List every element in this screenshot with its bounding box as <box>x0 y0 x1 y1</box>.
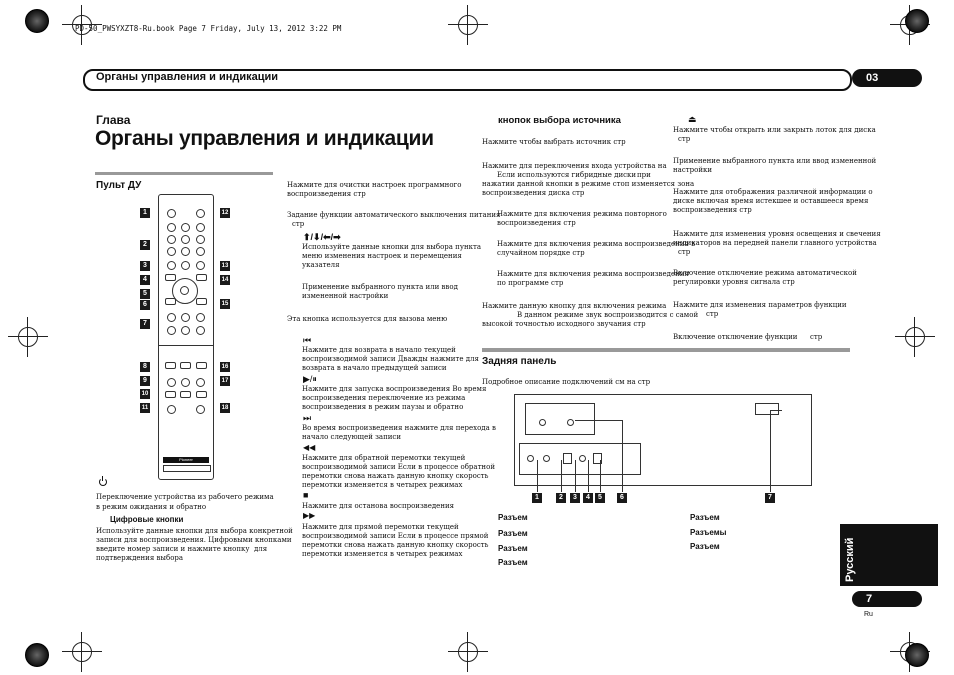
menu-desc: Эта кнопка используется для вызова меню <box>287 315 448 323</box>
rear-callout-1: 1 <box>532 493 542 503</box>
chapter-number-badge: 03 <box>852 69 922 87</box>
fast-forward-label: ▶▶ <box>303 511 316 520</box>
rear-panel-heading-bar <box>482 348 850 352</box>
registration-mark <box>8 317 48 357</box>
registration-mark <box>448 632 488 672</box>
callout-1: 1 <box>140 208 150 218</box>
remote-power-button <box>167 209 176 218</box>
rear-panel-desc: Подробное описание подключений см на стр <box>482 378 651 386</box>
digits-desc-4: для <box>254 545 268 553</box>
callout-17: 17 <box>221 378 229 384</box>
registration-dot <box>25 9 49 33</box>
section-bar-title: Органы управления и индикации <box>96 71 279 83</box>
rear-legend-6: Разъемы <box>690 528 727 537</box>
registration-dot <box>905 9 929 33</box>
rewind-label: ◀◀ <box>303 443 316 452</box>
rear-callout-7: 7 <box>765 493 775 503</box>
language-side-tab: Русский <box>840 524 938 586</box>
callout-8: 8 <box>140 362 150 372</box>
callout-16: 16 <box>221 364 229 370</box>
callout-14: 14 <box>221 277 229 283</box>
callout-10: 10 <box>141 391 149 397</box>
source-buttons-heading: кнопок выбора источника <box>498 115 621 126</box>
registration-mark <box>62 632 102 672</box>
callout-15: 15 <box>221 301 229 307</box>
rear-legend-3: Разъем <box>498 544 528 553</box>
registration-mark <box>895 317 935 357</box>
registration-mark <box>448 5 488 45</box>
remote-control-illustration: Pioneer <box>158 194 214 480</box>
remote-heading-bar <box>95 172 273 175</box>
stop-label: ■ <box>303 490 309 500</box>
rear-callout-2: 2 <box>556 493 566 503</box>
callout-9: 9 <box>140 376 150 386</box>
rear-callout-5: 5 <box>595 493 605 503</box>
rear-legend-2: Разъем <box>498 529 528 538</box>
callout-11: 11 <box>141 405 149 411</box>
rear-callout-3: 3 <box>570 493 580 503</box>
callout-3: 3 <box>140 261 150 271</box>
power-icon <box>99 478 107 486</box>
timer-desc: Задание функции автоматического выключения питания <box>287 211 501 219</box>
arrow-buttons-label: ⬆/⬇/⬅/➡ <box>303 232 341 242</box>
rear-legend-7: Разъем <box>690 542 720 551</box>
callout-2: 2 <box>140 240 150 250</box>
registration-dot <box>905 643 929 667</box>
callout-6: 6 <box>140 300 150 310</box>
power-description: Переключение устройства из рабочего режима в режим ожидания и обратно <box>96 493 274 511</box>
rear-callout-4: 4 <box>583 493 593 503</box>
digits-desc-2: записи для воспроизведения. Цифровыми кнопками <box>96 536 292 544</box>
digits-desc-3: введите номер записи и нажмите кнопку <box>96 545 250 553</box>
registration-dot <box>25 643 49 667</box>
rear-legend-4: Разъем <box>498 558 528 567</box>
page-number-badge: 7 <box>852 591 922 607</box>
callout-7: 7 <box>140 319 150 329</box>
remote-heading: Пульт ДУ <box>96 180 142 191</box>
callout-12: 12 <box>221 210 229 216</box>
clear-desc: Нажмите для очистки настроек программного <box>287 181 462 189</box>
digits-desc-1: Используйте данные кнопки для выбора конкретной <box>96 527 293 535</box>
chapter-label: Глава <box>96 113 131 127</box>
digits-desc-5: подтверждения выбора <box>96 554 184 562</box>
callout-18: 18 <box>221 405 229 411</box>
page-lang: Ru <box>864 611 873 618</box>
callout-4: 4 <box>140 275 150 285</box>
digits-heading: Цифровые кнопки <box>110 515 184 524</box>
rear-panel-heading: Задняя панель <box>482 356 557 367</box>
remote-eject-button <box>196 209 205 218</box>
rear-legend-1: Разъем <box>498 513 528 522</box>
next-track-label: ⏭ <box>303 413 312 423</box>
play-pause-label: ▶/⏸ <box>303 374 317 384</box>
rear-callout-6: 6 <box>617 493 627 503</box>
eject-icon: ⏏ <box>688 114 697 124</box>
callout-5: 5 <box>140 289 150 299</box>
file-header: PD-50_PWSYXZT8-Ru.book Page 7 Friday, July 13, 2012 3:22 PM <box>75 24 342 33</box>
rear-legend-5: Разъем <box>690 513 720 522</box>
prev-track-label: ⏮ <box>303 335 312 345</box>
rear-panel-illustration <box>514 394 812 486</box>
chapter-title: Органы управления и индикации <box>95 127 434 150</box>
callout-13: 13 <box>221 263 229 269</box>
